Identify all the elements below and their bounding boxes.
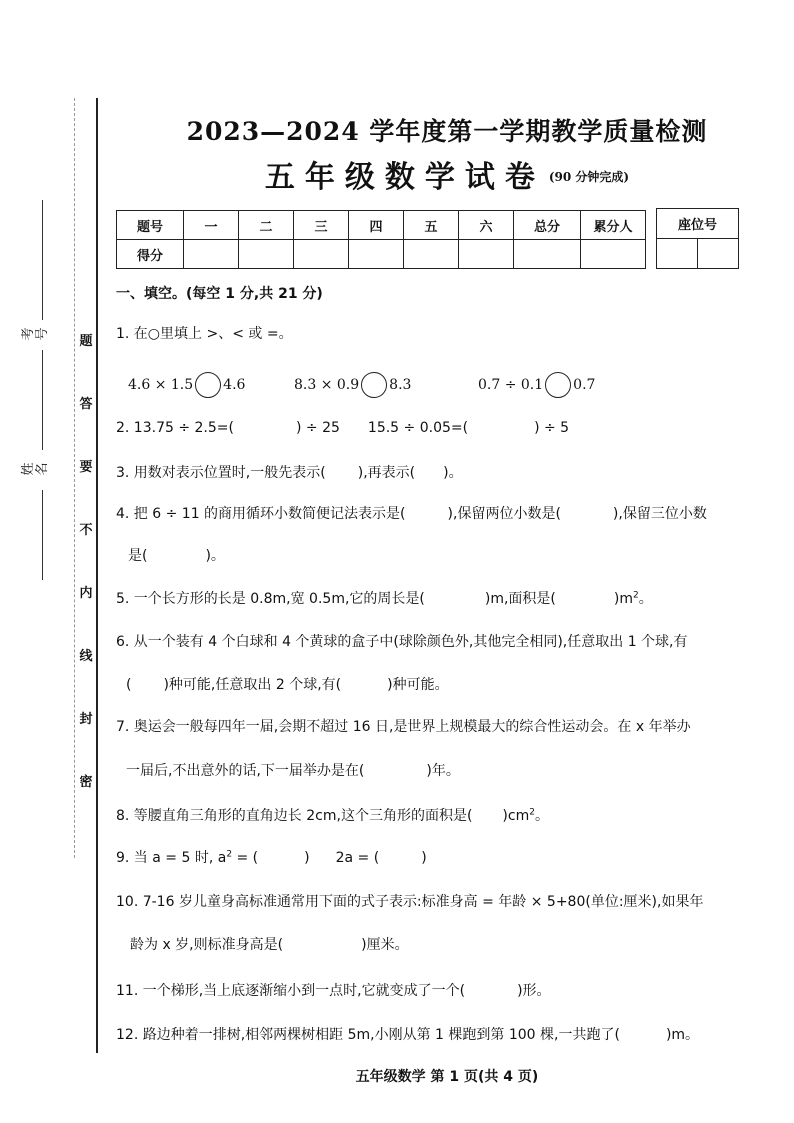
time-note: (90 分钟完成) (548, 170, 630, 184)
q3-part: ),再表示( (357, 465, 416, 481)
q6-part: )种可能,任意取出 2 个球,有( (163, 677, 342, 693)
exam-subtitle-row (100, 152, 794, 196)
score-header-cell: 六 (459, 211, 514, 240)
score-cell[interactable] (239, 240, 294, 269)
question-4 (116, 503, 707, 523)
q3-part: 3. 用数对表示位置时,一般先表示( (116, 465, 326, 481)
q1-expr-right: 4.6 (223, 377, 246, 393)
q3-part: )。 (443, 465, 463, 481)
q10-part: 龄为 x 岁,则标准身高是( (130, 937, 284, 953)
q4-part: 是( (128, 548, 148, 564)
score-cell[interactable] (294, 240, 349, 269)
question-10: 10. 7-16 岁儿童身高标准通常用下面的式子表示:标准身高 = 年龄 × 5+80(单位:厘米),如果年 (116, 894, 704, 910)
q2-part: 2. 13.75 ÷ 2.5=( (116, 420, 234, 436)
q1-expr-right: 0.7 (573, 377, 596, 393)
score-cell[interactable] (581, 240, 646, 269)
q4-part: ),保留两位小数是( (447, 506, 561, 522)
question-9 (116, 847, 427, 867)
exam-no-line (42, 200, 43, 320)
q1-expr-right: 8.3 (389, 377, 412, 393)
score-header-cell: 二 (239, 211, 294, 240)
question-6-line2 (126, 674, 449, 694)
q1-expr-left: 8.3 × 0.9 (294, 377, 360, 393)
seat-table (656, 208, 739, 269)
q6-part: )种可能。 (387, 677, 449, 693)
q1-compare-1 (128, 372, 245, 398)
binding-margin (0, 0, 100, 1123)
q1-compare-2 (294, 372, 411, 398)
q4-part: 4. 把 6 ÷ 11 的商用循环小数简便记法表示是( (116, 506, 406, 522)
question-4-line2 (128, 545, 225, 565)
q12-part: 12. 路边种着一排树,相邻两棵树相距 5m,小刚从第 1 棵跑到第 100 棵,一共跑了( (116, 1027, 620, 1043)
score-header-cell: 四 (349, 211, 404, 240)
score-cell[interactable] (184, 240, 239, 269)
seal-char-1: 题 (79, 334, 93, 349)
name-line-top (42, 350, 43, 450)
seal-char-7: 封 (79, 712, 93, 727)
q7-part: )年。 (426, 763, 460, 779)
seal-char-2: 答 (79, 397, 93, 412)
question-6: 6. 从一个装有 4 个白球和 4 个黄球的盒子中(球除颜色外,其他完全相同),任意取出 1 个球,有 (116, 634, 688, 650)
q6-part: ( (126, 677, 132, 693)
q7-part: 一届后,不出意外的话,下一届举办是在( (126, 763, 365, 779)
q1-expr-left: 0.7 ÷ 0.1 (478, 377, 544, 393)
q5-part: )m,面积是( (484, 591, 556, 607)
q9-part: ) (304, 850, 310, 866)
seal-char-4: 不 (79, 523, 93, 538)
score-header-cell: 一 (184, 211, 239, 240)
seat-label: 座位号 (657, 209, 739, 239)
question-1: 1. 在○里填上 >、< 或 =。 (116, 326, 293, 342)
question-7: 7. 奥运会一般每四年一届,会期不超过 16 日,是世界上规模最大的综合性运动会。在 x 年举办 (116, 719, 691, 735)
exam-title: 2023—2024 学年度第一学期教学质量检测 (186, 117, 708, 146)
q1-compare-3 (478, 372, 595, 398)
q12-part: )m。 (665, 1027, 700, 1043)
q11-part: )形。 (517, 983, 551, 999)
exam-subtitle: 五年级数学试卷 (264, 160, 545, 195)
score-cell[interactable] (404, 240, 459, 269)
question-10-line2 (130, 934, 409, 954)
q8-superscript: 2 (529, 807, 535, 818)
question-11 (116, 980, 551, 1000)
score-header-cell: 五 (404, 211, 459, 240)
name-label: 姓名 (21, 462, 50, 476)
score-cell[interactable] (349, 240, 404, 269)
q9-superscript: 2 (226, 849, 233, 860)
score-table (116, 210, 646, 269)
score-cell[interactable] (459, 240, 514, 269)
q9-part: = ( (232, 850, 259, 866)
q9-part: 2a = ( (335, 850, 380, 866)
q2-part: ) ÷ 5 (534, 420, 570, 436)
score-cell[interactable] (514, 240, 581, 269)
question-5 (116, 588, 653, 608)
score-header-cell: 题号 (117, 211, 184, 240)
compare-circle[interactable] (545, 372, 571, 398)
seal-char-8: 密 (79, 775, 93, 790)
q10-part: )厘米。 (361, 937, 409, 953)
compare-circle[interactable] (361, 372, 387, 398)
q2-part: 15.5 ÷ 0.05=( (367, 420, 469, 436)
q8-part: 8. 等腰直角三角形的直角边长 2cm,这个三角形的面积是( (116, 808, 473, 824)
q11-part: 11. 一个梯形,当上底逐渐缩小到一点时,它就变成了一个( (116, 983, 466, 999)
exam-no-label: 考号 (21, 327, 50, 341)
question-8 (116, 805, 549, 825)
q1-expr-left: 4.6 × 1.5 (128, 377, 194, 393)
question-2 (116, 420, 569, 436)
seat-cell[interactable] (698, 239, 739, 269)
question-12 (116, 1024, 699, 1044)
q9-part: 9. 当 a = 5 时, a (116, 850, 227, 866)
seal-char-6: 线 (79, 649, 93, 664)
q4-part: ),保留三位小数 (612, 506, 707, 522)
q5-part: 5. 一个长方形的长是 0.8m,宽 0.5m,它的周长是( (116, 591, 425, 607)
dashed-seal-line (74, 98, 75, 858)
q9-part: ) (421, 850, 427, 866)
q2-part: ) ÷ 25 (295, 420, 340, 436)
q5-superscript: 2 (633, 590, 639, 601)
q5-part: )m (613, 591, 633, 607)
compare-circle[interactable] (195, 372, 221, 398)
seat-cell[interactable] (657, 239, 698, 269)
q5-part: 。 (638, 591, 653, 607)
score-header-cell: 累分人 (581, 211, 646, 240)
page-footer: 五年级数学 第 1 页(共 4 页) (355, 1069, 539, 1085)
score-header-cell: 三 (294, 211, 349, 240)
question-7-line2 (126, 760, 460, 780)
question-3 (116, 462, 463, 482)
margin-rule (96, 98, 98, 1053)
name-line-bottom (42, 490, 43, 580)
seal-char-5: 内 (79, 586, 93, 601)
score-header-cell: 总分 (514, 211, 581, 240)
score-header-row (117, 211, 646, 240)
score-row-label: 得分 (117, 240, 184, 269)
score-value-row (117, 240, 646, 269)
q4-part: )。 (205, 548, 225, 564)
seal-char-3: 要 (79, 460, 93, 475)
q8-part: )cm (502, 808, 530, 824)
q8-part: 。 (534, 808, 549, 824)
section-heading: 一、填空。(每空 1 分,共 21 分) (116, 286, 323, 302)
